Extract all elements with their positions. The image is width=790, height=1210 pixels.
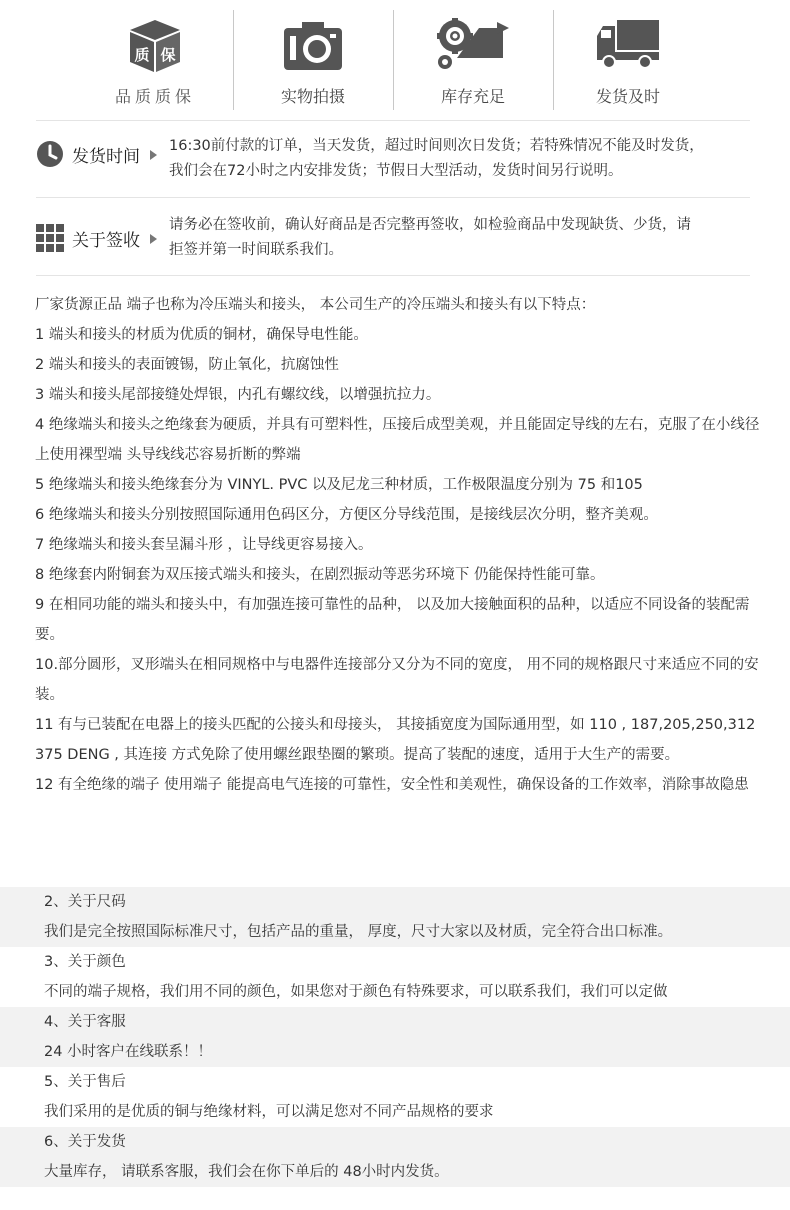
signing-info (36, 212, 750, 272)
clock-icon (36, 140, 64, 168)
faq-heading: 5、关于售后 (44, 1074, 126, 1090)
divider (36, 120, 750, 121)
faq-content: 我们是完全按照国际标准尺寸，包括产品的重量， 厚度，尺寸大家以及材质，完全符合出口标准。 (44, 924, 673, 940)
faq-service (0, 1007, 790, 1067)
camera-icon (282, 22, 344, 72)
arrow-right-icon (150, 234, 157, 244)
feature-bar (0, 0, 790, 120)
signing-line: 请务必在签收前，确认好商品是否完整再签收，如检验商品中发现缺货、少货，请 (169, 217, 691, 233)
feature-label: 实物拍摄 (280, 87, 345, 106)
feature-point: 3 端头和接头尾部接缝处焊银，内孔有螺纹线，以增强抗拉力。 (35, 387, 441, 403)
intro-text: 厂家货源正品 端子也称为冷压端头和接头， 本公司生产的冷压端头和接头有以下特点： (35, 297, 596, 313)
feature-point: 4 绝缘端头和接头之绝缘套为硬质，并具有可塑料性，压接后成型美观，并且能固定导线的左右，克服了在小线径上使用裸型端 头导线线芯容易折断的弊端 (35, 417, 760, 463)
feature-point: 2 端头和接头的表面镀锡，防止氧化，抗腐蚀性 (35, 357, 339, 373)
shipping-title: 发货时间 (72, 147, 140, 167)
arrow-right-icon (150, 150, 157, 160)
divider (36, 197, 750, 198)
faq-aftersales (0, 1067, 790, 1127)
feature-stock (393, 0, 553, 120)
faq-content: 我们采用的是优质的铜与绝缘材料，可以满足您对不同产品规格的要求 (44, 1104, 494, 1120)
feature-delivery (553, 0, 703, 120)
faq-heading: 3、关于颜色 (44, 954, 126, 970)
faq-size (0, 887, 790, 947)
faq-heading: 6、关于发货 (44, 1134, 126, 1150)
feature-label: 发货及时 (595, 87, 660, 106)
feature-point: 10.部分圆形，叉形端头在相同规格中与电器件连接部分又分为不同的宽度， 用不同的规格跟尺寸来适应不同的安装。 (35, 657, 759, 703)
faq-content: 24 小时客户在线联系！！ (44, 1044, 213, 1060)
faq-content: 不同的端子规格，我们用不同的颜色，如果您对于颜色有特殊要求，可以联系我们，我们可以定做 (44, 984, 668, 1000)
feature-quality (70, 0, 240, 120)
shipping-info (36, 130, 750, 190)
gear-inventory-icon (435, 18, 511, 70)
feature-point: 7 绝缘端头和接头套呈漏斗形 ，让导线更容易接入。 (35, 537, 373, 553)
feature-photo (233, 0, 393, 120)
quality-char-1: 质 (134, 46, 150, 64)
shipping-line: 我们会在72小时之内安排发货；节假日大型活动，发货时间另行说明。 (169, 163, 623, 179)
feature-label: 库存充足 (440, 87, 505, 106)
feature-point: 6 绝缘端头和接头分别按照国际通用色码区分，方便区分导线范围，是接线层次分明，整齐美观。 (35, 507, 658, 523)
quality-box-icon (126, 18, 184, 74)
feature-point: 9 在相同功能的端头和接头中，有加强连接可靠性的品种， 以及加大接触面积的品种，以适应不同设备的装配需要。 (35, 597, 750, 643)
feature-point: 8 绝缘套内附铜套为双压接式端头和接头，在剧烈振动等恶劣环境下 仍能保持性能可靠。 (35, 567, 605, 583)
feature-label: 品质质保 (114, 87, 195, 106)
quality-char-2: 保 (160, 46, 176, 64)
feature-point: 1 端头和接头的材质为优质的铜材，确保导电性能。 (35, 327, 368, 343)
faq-heading: 2、关于尺码 (44, 894, 126, 910)
faq-content: 大量库存， 请联系客服，我们会在你下单后的 48小时内发货。 (44, 1164, 449, 1180)
signing-title: 关于签收 (72, 231, 140, 251)
shipping-line: 16:30前付款的订单，当天发货，超过时间则次日发货；若特殊情况不能及时发货， (169, 138, 704, 154)
signing-line: 拒签并第一时间联系我们。 (169, 242, 343, 258)
divider (36, 275, 750, 276)
faq-color (0, 947, 790, 1007)
truck-icon (595, 18, 661, 68)
faq-heading: 4、关于客服 (44, 1014, 126, 1030)
product-description (35, 290, 770, 800)
grid-icon (36, 224, 64, 252)
feature-point: 12 有全绝缘的端子 使用端子 能提高电气连接的可靠性，安全性和美观性，确保设备的工作效率，消除事故隐患 (35, 777, 749, 793)
feature-point: 5 绝缘端头和接头绝缘套分为 VINYL. PVC 以及尼龙三种材质，工作极限温度分别为 75 和105 (35, 477, 643, 493)
faq-shipping (0, 1127, 790, 1187)
feature-point: 11 有与已装配在电器上的接头匹配的公接头和母接头， 其接插宽度为国际通用型，如 110 , 187,205,250,312 375 DENG , 其连接 方式免除了使用螺丝跟垫圈的繁琐。提高了装配的速度，适用于大生产的需要。 (35, 717, 756, 763)
